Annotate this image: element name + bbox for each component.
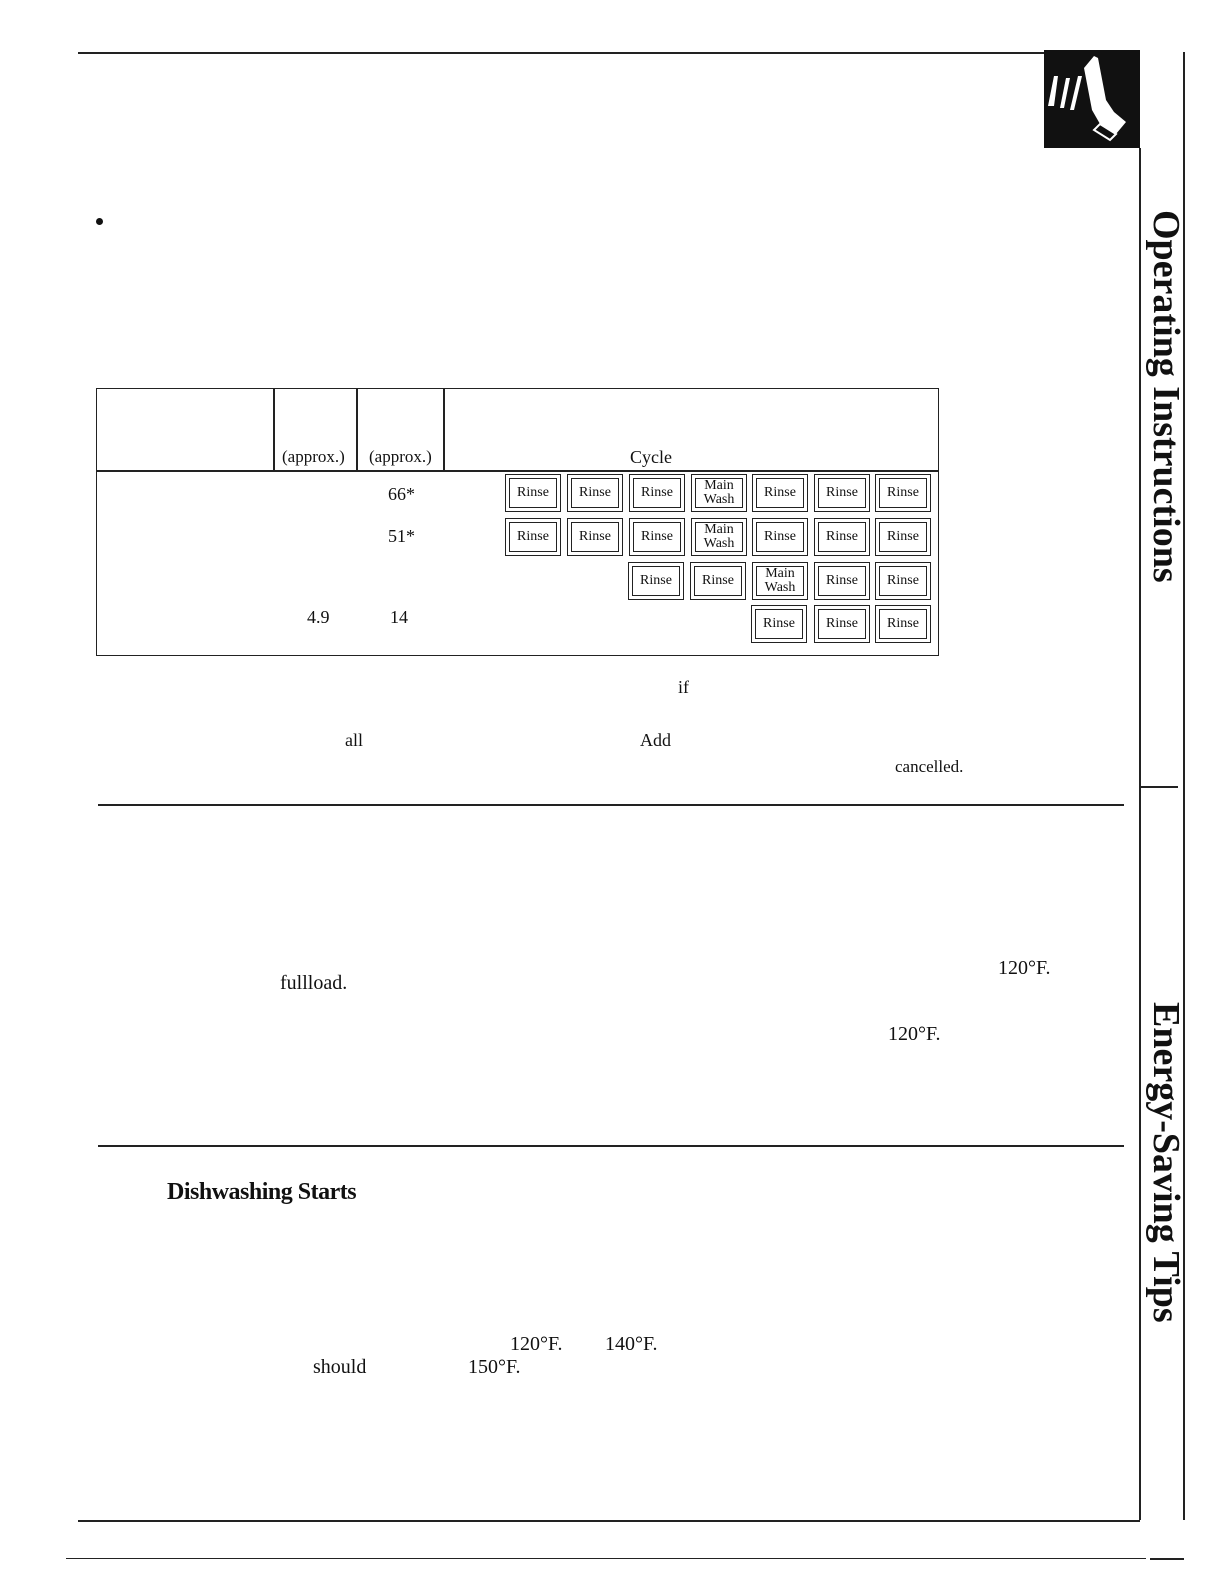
table-header-rule (96, 470, 939, 472)
text-if: if (678, 677, 689, 697)
bullet-icon (96, 218, 103, 225)
bottom-rule-1 (78, 1520, 1140, 1522)
row3-step-2: Rinse (690, 562, 746, 600)
bottom-rule-2 (66, 1558, 1146, 1559)
section-rule-2 (98, 1145, 1124, 1147)
section-rule-1 (98, 804, 1124, 806)
row1-step-1: Rinse (505, 474, 561, 512)
tab-energy-saving-tips[interactable]: Energy-Saving Tips (1145, 1002, 1187, 1323)
row2-step-3: Rinse (629, 518, 685, 556)
row2-step-2: Rinse (567, 518, 623, 556)
header-approx-1: (approx.) (282, 447, 345, 466)
row3-step-1: Rinse (628, 562, 684, 600)
hand-pointer-icon (1044, 50, 1140, 148)
row1-value: 66* (388, 484, 415, 504)
heading-dishwashing-starts: Dishwashing Starts (167, 1179, 357, 1205)
row3-step-4: Rinse (814, 562, 870, 600)
table-col-sep-1 (273, 388, 275, 470)
text-temp-3: 120°F. (510, 1333, 563, 1355)
row3-step-3: Main Wash (752, 562, 808, 600)
row1-step-4: Main Wash (691, 474, 747, 512)
row3-step-5: Rinse (875, 562, 931, 600)
row4-step-2: Rinse (814, 605, 870, 643)
text-temp-4: 140°F. (605, 1333, 658, 1355)
text-temp-1: 120°F. (998, 957, 1051, 979)
text-add: Add (640, 730, 671, 750)
row1-step-2: Rinse (567, 474, 623, 512)
text-temp-5: 150°F. (468, 1356, 521, 1378)
sidebar-left-rule (1139, 148, 1141, 1520)
row2-value: 51* (388, 526, 415, 546)
tab-operating-instructions[interactable]: Operating Instructions (1145, 210, 1187, 583)
row2-step-4: Main Wash (691, 518, 747, 556)
header-cycle: Cycle (630, 447, 672, 467)
row4-step-3: Rinse (875, 605, 931, 643)
row4-value-1: 4.9 (307, 607, 330, 627)
row1-step-3: Rinse (629, 474, 685, 512)
row1-step-6: Rinse (814, 474, 870, 512)
text-fullload: fullload. (280, 972, 348, 994)
row2-step-6: Rinse (814, 518, 870, 556)
row1-step-7: Rinse (875, 474, 931, 512)
table-col-sep-2 (356, 388, 358, 470)
header-approx-2: (approx.) (369, 447, 432, 466)
text-should: should (313, 1356, 367, 1378)
text-cancelled: cancelled. (895, 757, 964, 776)
top-rule (78, 52, 1140, 54)
bottom-rule-3 (1150, 1558, 1184, 1560)
row4-step-1: Rinse (751, 605, 807, 643)
text-temp-2: 120°F. (888, 1023, 941, 1045)
row2-step-1: Rinse (505, 518, 561, 556)
text-all: all (345, 730, 363, 750)
sidebar-tab-divider (1140, 786, 1178, 788)
row1-step-5: Rinse (752, 474, 808, 512)
row2-step-5: Rinse (752, 518, 808, 556)
table-col-sep-3 (443, 388, 445, 470)
row2-step-7: Rinse (875, 518, 931, 556)
row4-value-2: 14 (390, 607, 408, 627)
